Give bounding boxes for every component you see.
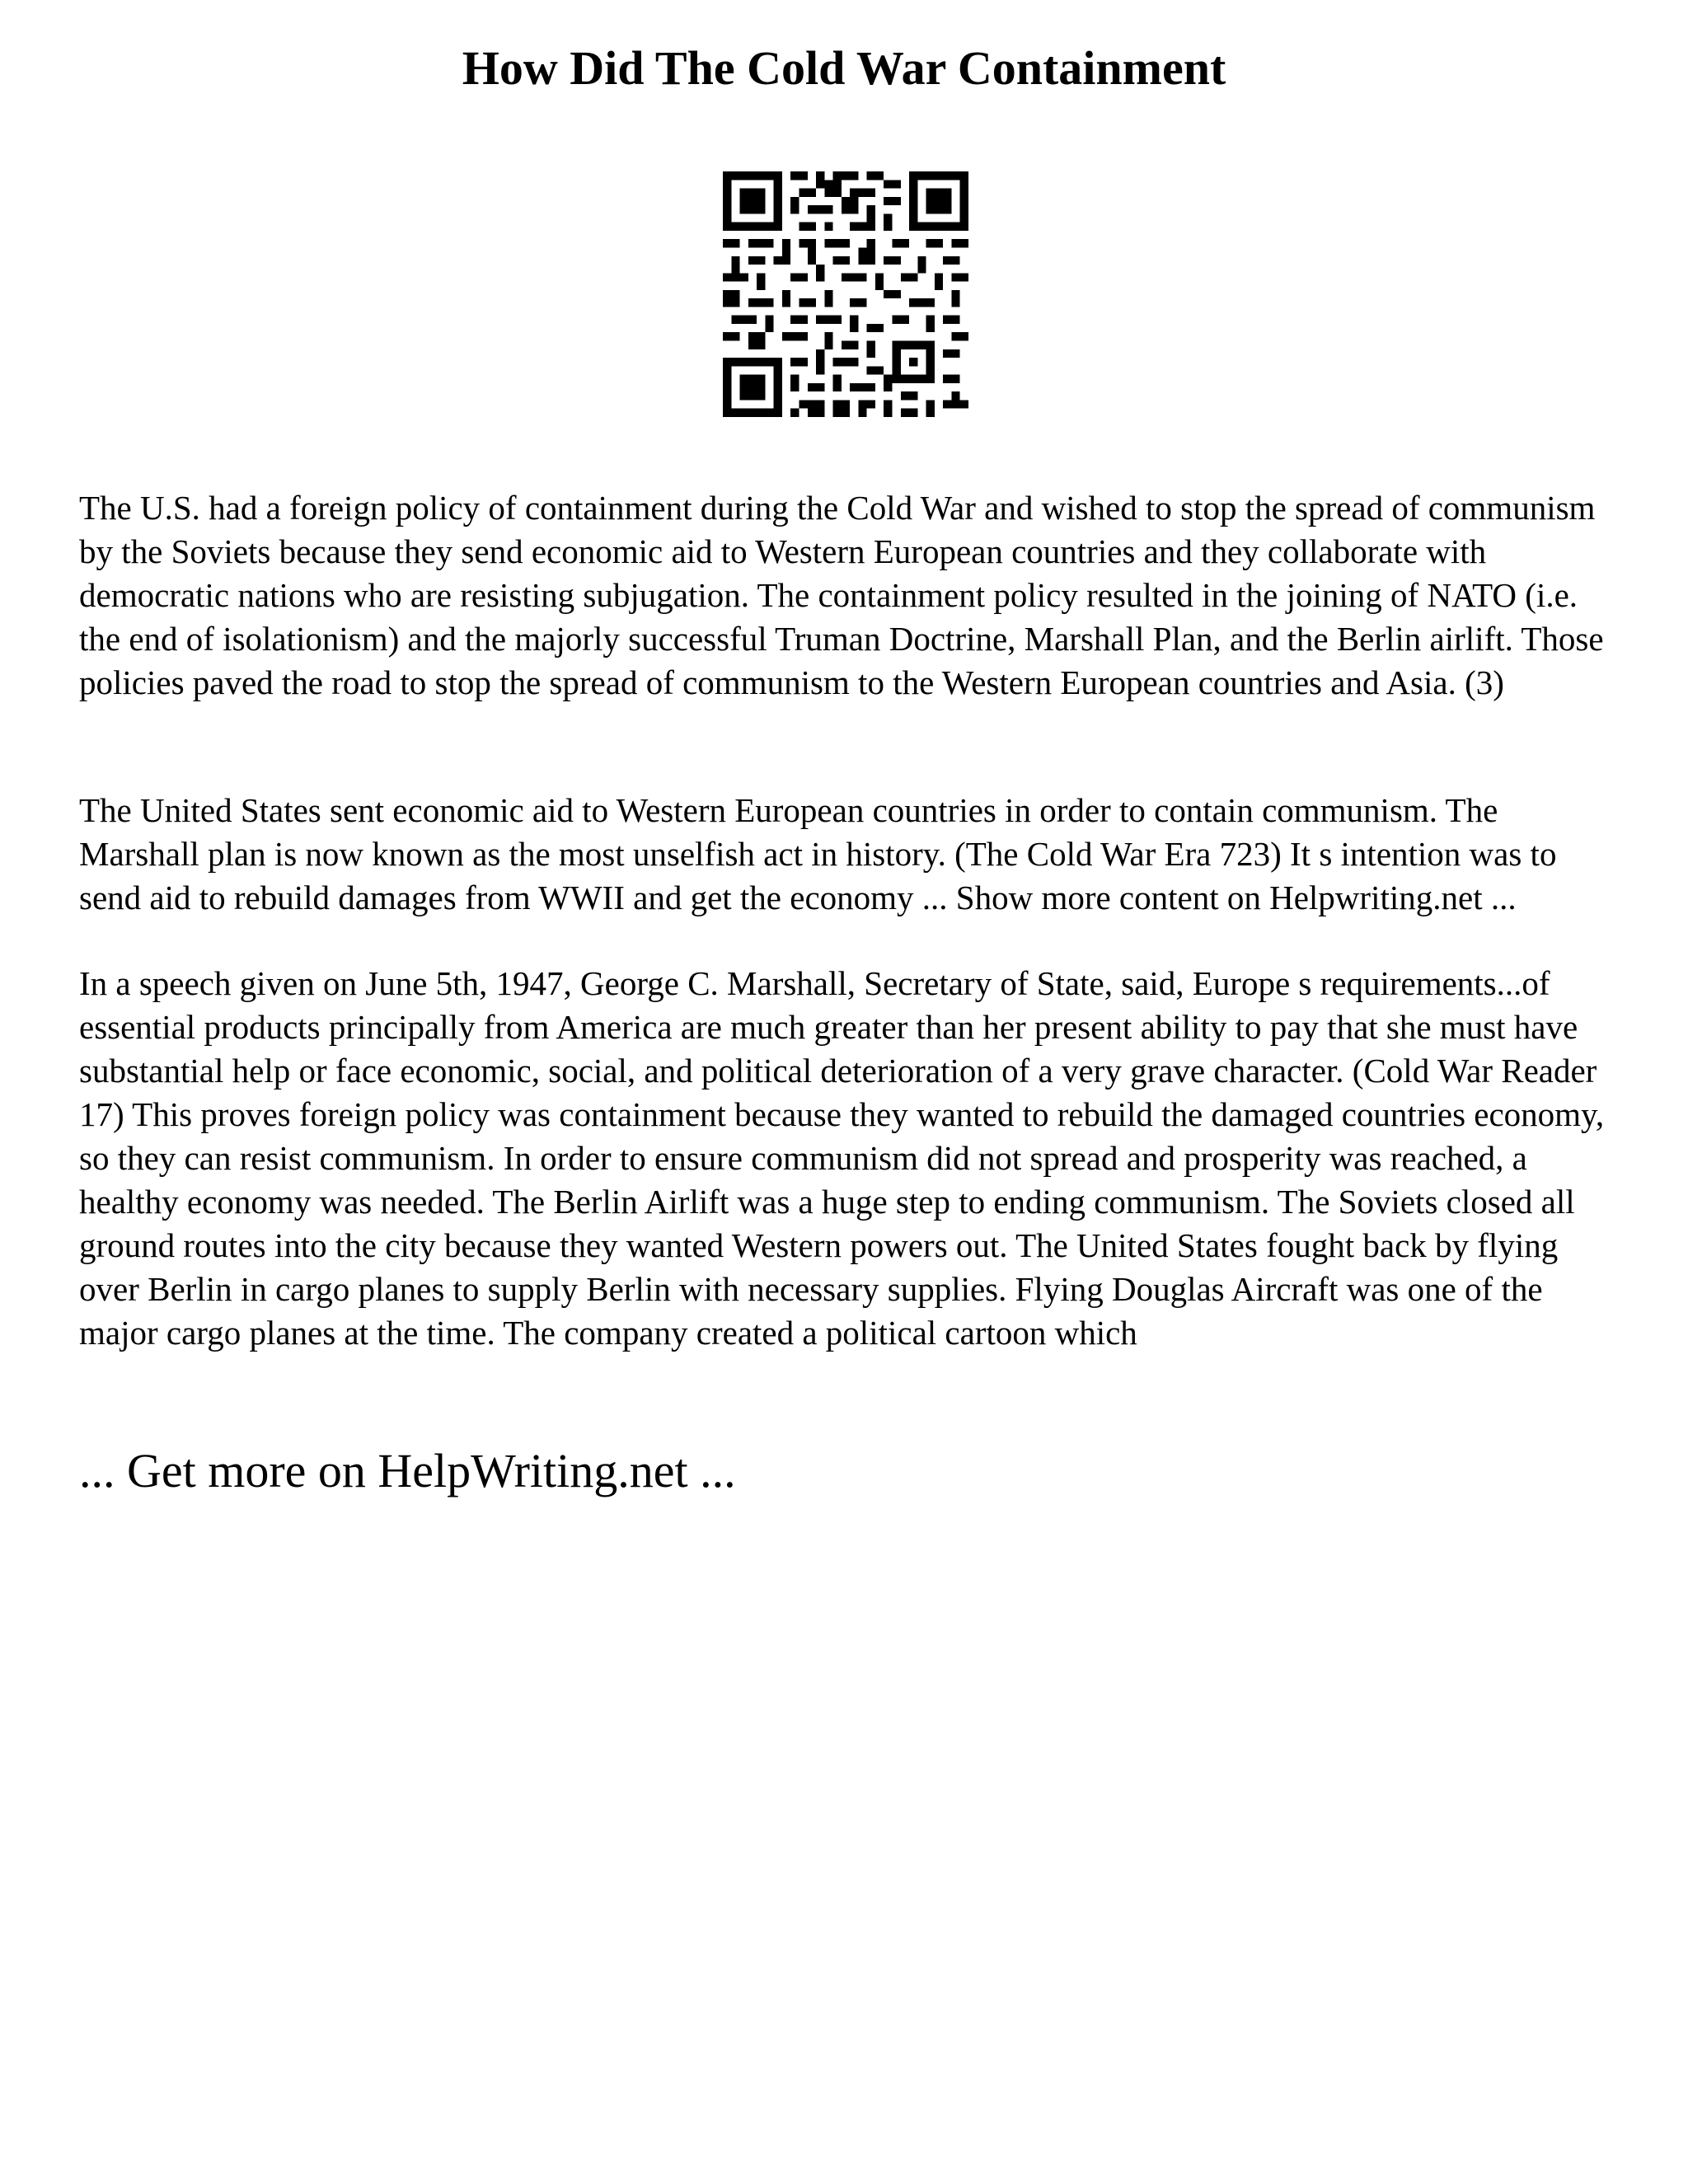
get-more-link[interactable]: ... Get more on HelpWriting.net ... [79, 1444, 736, 1497]
paragraph-intro: The U.S. had a foreign policy of containment during the Cold War and wished to stop the spread of communism by the Soviets because they send economic aid to Western European countries and they collaborate with democratic nations who are resisting subjugation. The containment policy resulted in the joining of NATO (i.e. the end of isolationism) and the majorly successful Truman Doctrine, Marshall Plan, and the Berlin airlift. Those policies paved the road to stop the spread of communism to the Western European countries and Asia. (3) [79, 489, 1604, 701]
page-title: How Did The Cold War Containment [462, 41, 1226, 95]
qr-code-icon [723, 171, 968, 417]
paragraph-marshall-speech: In a speech given on June 5th, 1947, George C. Marshall, Secretary of State, said, Europe s requirements...of essential products principally from America are much greater than her present ability to pay that she must have substantial help or face economic, social, and political deterioration of a very grave character. (Cold War Reader 17) This proves foreign policy was containment because they wanted to rebuild the damaged countries economy, so they can resist communism. In order to ensure communism did not spread and prosperity was reached, a healthy economy was needed. The Berlin Airlift was a huge step to ending communism. The Soviets closed all ground routes into the city because they wanted Western powers out. The United States fought back by flying over Berlin in cargo planes to supply Berlin with necessary supplies. Flying Douglas Aircraft was one of the major cargo planes at the time. The company created a political cartoon which [79, 964, 1605, 1352]
paragraph-economic-aid: The United States sent economic aid to Western European countries in order to contain communism. The Marshall plan is now known as the most unselfish act in history. (The Cold War Era 723) It s intention was to send aid to rebuild damages from WWII and get the economy ... Show more content on Helpwriting.net ... [79, 791, 1557, 916]
